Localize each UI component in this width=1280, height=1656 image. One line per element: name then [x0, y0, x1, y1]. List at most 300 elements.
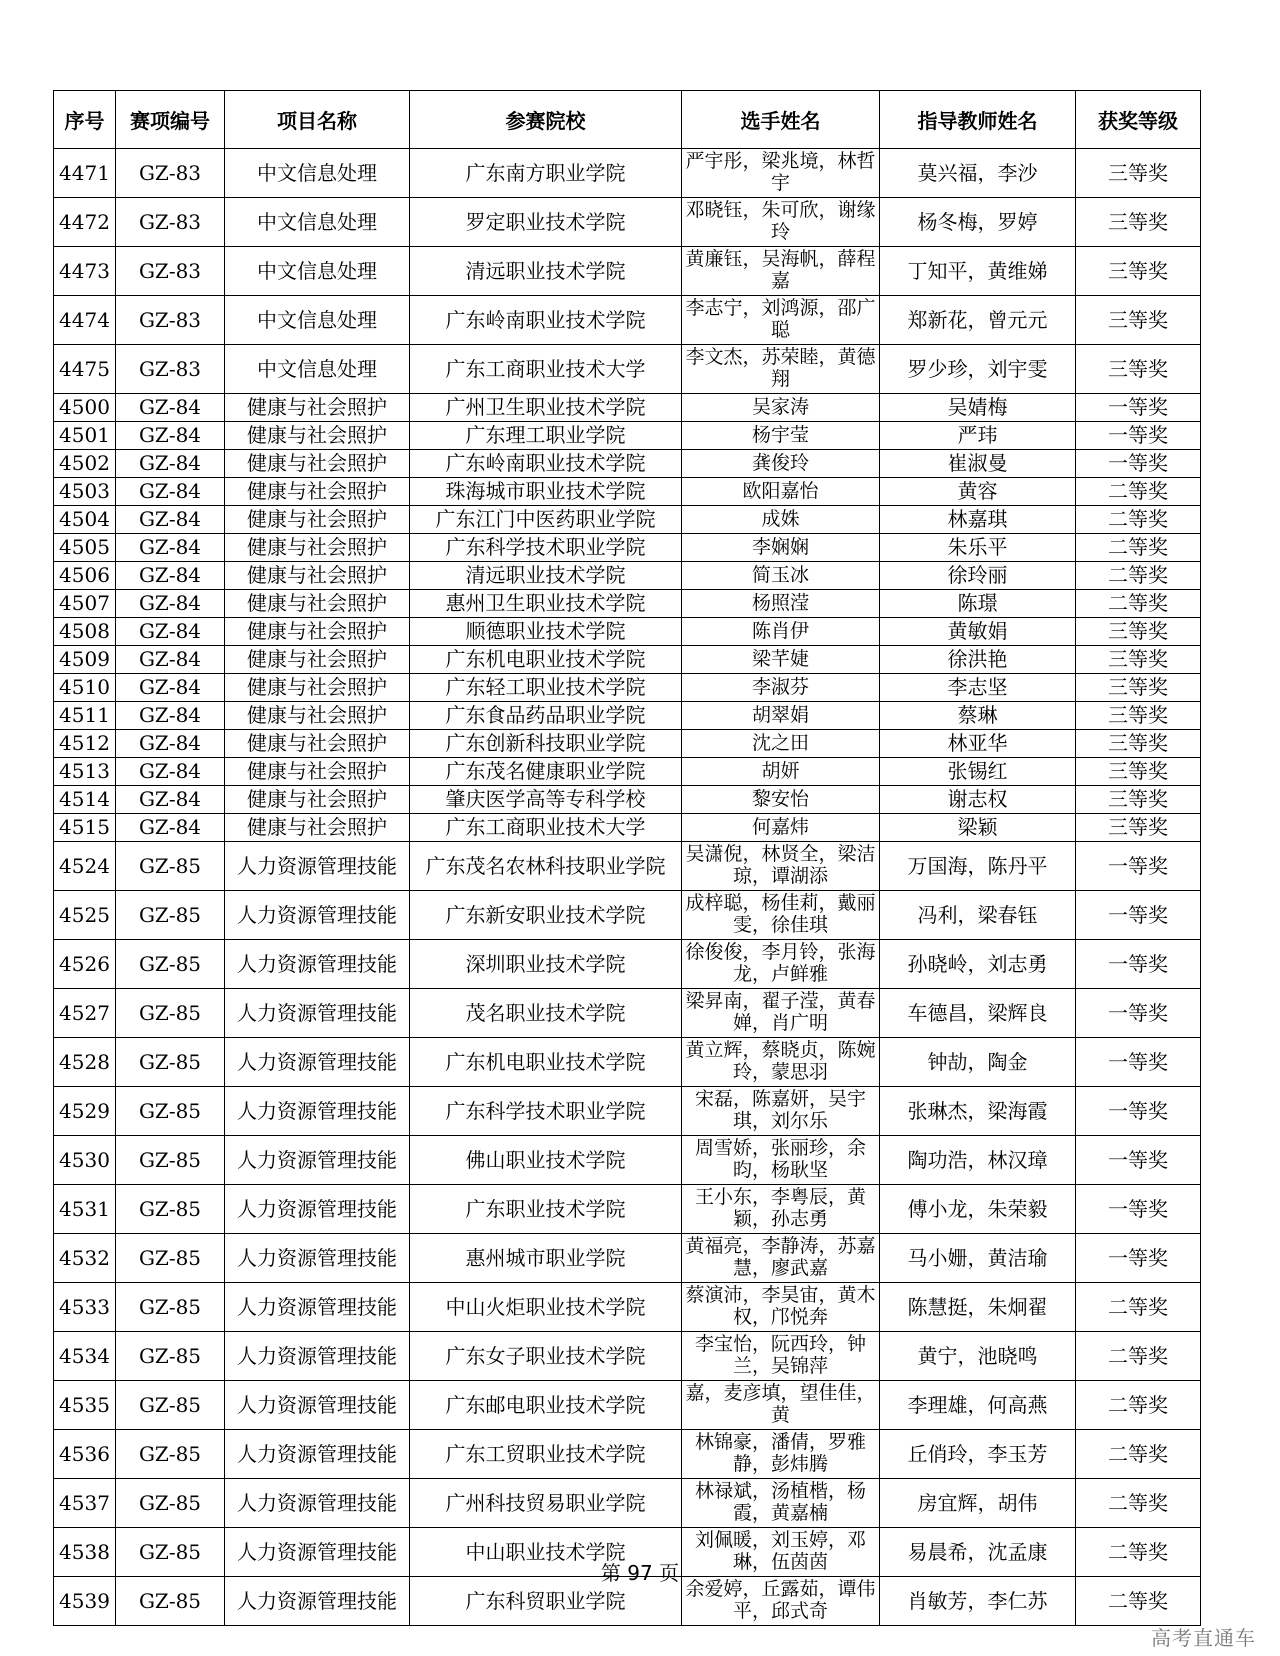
- cell-students: [682, 534, 880, 562]
- table-row: [54, 247, 1201, 296]
- cell-no: 4505: [54, 534, 116, 562]
- cell-code: GZ-84: [116, 506, 225, 534]
- cell-award: 一等奖: [1076, 450, 1201, 478]
- cell-project: 人力资源管理技能: [225, 1577, 410, 1626]
- cell-code: GZ-83: [116, 345, 225, 394]
- cell-school: 广东科学技术职业学院: [410, 1087, 682, 1136]
- students-text: 黄立辉，蔡晓贞，陈婉玲，蒙思羽: [685, 1039, 876, 1083]
- cell-award: 一等奖: [1076, 1234, 1201, 1283]
- cell-award: 二等奖: [1076, 478, 1201, 506]
- cell-award: 二等奖: [1076, 1577, 1201, 1626]
- cell-code: GZ-85: [116, 1430, 225, 1479]
- cell-students: [682, 562, 880, 590]
- cell-no: 4531: [54, 1185, 116, 1234]
- cell-school: 广东创新科技职业学院: [410, 730, 682, 758]
- cell-no: 4535: [54, 1381, 116, 1430]
- cell-no: 4537: [54, 1479, 116, 1528]
- cell-teachers: 徐玲丽: [880, 562, 1076, 590]
- cell-no: 4504: [54, 506, 116, 534]
- cell-students: [682, 198, 880, 247]
- table-row: [54, 534, 1201, 562]
- cell-code: GZ-84: [116, 786, 225, 814]
- students-text: 李淑芬: [751, 676, 809, 698]
- header-award: 获奖等级: [1076, 91, 1201, 149]
- cell-students: [682, 394, 880, 422]
- cell-award: 一等奖: [1076, 394, 1201, 422]
- students-text: 杨宇莹: [751, 424, 809, 446]
- students-text: 王小东，李粤辰，黄颖，孙志勇: [694, 1186, 866, 1230]
- students-text: 黄福亮，李静涛，苏嘉慧，廖武嘉: [685, 1235, 876, 1279]
- cell-award: 三等奖: [1076, 730, 1201, 758]
- cell-code: GZ-85: [116, 1185, 225, 1234]
- cell-students: [682, 506, 880, 534]
- cell-school: 广东茂名健康职业学院: [410, 758, 682, 786]
- cell-no: 4534: [54, 1332, 116, 1381]
- cell-no: 4501: [54, 422, 116, 450]
- cell-school: 深圳职业技术学院: [410, 940, 682, 989]
- students-text: 龚俊玲: [751, 452, 809, 474]
- table-row: [54, 758, 1201, 786]
- cell-teachers: 吴婧梅: [880, 394, 1076, 422]
- cell-students: [682, 1136, 880, 1185]
- table-row: [54, 590, 1201, 618]
- cell-project: 健康与社会照护: [225, 534, 410, 562]
- cell-students: [682, 758, 880, 786]
- cell-project: 人力资源管理技能: [225, 1136, 410, 1185]
- cell-teachers: 丁知平，黄维娣: [880, 247, 1076, 296]
- cell-teachers: 杨冬梅，罗婷: [880, 198, 1076, 247]
- table-row: [54, 1332, 1201, 1381]
- cell-teachers: 朱乐平: [880, 534, 1076, 562]
- cell-teachers: 马小姗，黄洁瑜: [880, 1234, 1076, 1283]
- cell-teachers: 陈慧挺，朱炯翟: [880, 1283, 1076, 1332]
- awards-table: [53, 90, 1201, 1626]
- cell-award: 二等奖: [1076, 590, 1201, 618]
- cell-project: 人力资源管理技能: [225, 1528, 410, 1577]
- cell-no: 4528: [54, 1038, 116, 1087]
- cell-students: [682, 1381, 880, 1430]
- cell-students: [682, 1430, 880, 1479]
- table-row: [54, 506, 1201, 534]
- table-row: [54, 940, 1201, 989]
- cell-teachers: 梁颖: [880, 814, 1076, 842]
- cell-students: [682, 940, 880, 989]
- cell-no: 4533: [54, 1283, 116, 1332]
- table-row: [54, 842, 1201, 891]
- page-number: 第 97 页: [600, 1561, 680, 1585]
- cell-students: [682, 989, 880, 1038]
- cell-no: 4524: [54, 842, 116, 891]
- cell-award: 一等奖: [1076, 940, 1201, 989]
- table-row: [54, 562, 1201, 590]
- cell-teachers: 张琳杰，梁海霞: [880, 1087, 1076, 1136]
- cell-school: 珠海城市职业技术学院: [410, 478, 682, 506]
- cell-teachers: 钟劼，陶金: [880, 1038, 1076, 1087]
- cell-no: 4538: [54, 1528, 116, 1577]
- cell-code: GZ-85: [116, 1332, 225, 1381]
- cell-code: GZ-84: [116, 450, 225, 478]
- cell-project: 人力资源管理技能: [225, 989, 410, 1038]
- cell-school: 清远职业技术学院: [410, 247, 682, 296]
- cell-teachers: 崔淑曼: [880, 450, 1076, 478]
- cell-code: GZ-83: [116, 198, 225, 247]
- cell-project: 中文信息处理: [225, 198, 410, 247]
- cell-award: 三等奖: [1076, 247, 1201, 296]
- cell-students: [682, 1283, 880, 1332]
- cell-school: 惠州城市职业学院: [410, 1234, 682, 1283]
- cell-school: 广东轻工职业技术学院: [410, 674, 682, 702]
- cell-no: 4507: [54, 590, 116, 618]
- cell-code: GZ-84: [116, 394, 225, 422]
- cell-project: 中文信息处理: [225, 296, 410, 345]
- students-text: 成梓聪，杨佳莉，戴丽雯，徐佳琪: [685, 892, 876, 936]
- students-text: 林锦豪，潘倩，罗雅静，彭炜腾: [694, 1431, 866, 1475]
- cell-no: 4506: [54, 562, 116, 590]
- cell-award: 二等奖: [1076, 1332, 1201, 1381]
- cell-teachers: 孙晓岭，刘志勇: [880, 940, 1076, 989]
- cell-school: 中山火炬职业技术学院: [410, 1283, 682, 1332]
- cell-project: 健康与社会照护: [225, 814, 410, 842]
- cell-code: GZ-84: [116, 478, 225, 506]
- cell-students: [682, 674, 880, 702]
- header-row: [54, 91, 1201, 149]
- cell-teachers: 李理雄，何高燕: [880, 1381, 1076, 1430]
- cell-project: 人力资源管理技能: [225, 1283, 410, 1332]
- cell-project: 健康与社会照护: [225, 562, 410, 590]
- students-text: 梁芊婕: [751, 648, 809, 670]
- cell-no: 4529: [54, 1087, 116, 1136]
- cell-no: 4527: [54, 989, 116, 1038]
- cell-no: 4508: [54, 618, 116, 646]
- table-row: [54, 450, 1201, 478]
- cell-award: 三等奖: [1076, 646, 1201, 674]
- cell-teachers: 万国海，陈丹平: [880, 842, 1076, 891]
- students-text: 周雪娇，张丽珍，余昀，杨耿坚: [694, 1137, 866, 1181]
- table-row: [54, 1381, 1201, 1430]
- students-text: 林禄斌，汤植楷，杨霞，黄嘉楠: [694, 1480, 866, 1524]
- cell-teachers: 黄容: [880, 478, 1076, 506]
- students-text: 李娴娴: [751, 536, 809, 558]
- cell-teachers: 丘俏玲，李玉芳: [880, 1430, 1076, 1479]
- cell-code: GZ-85: [116, 1577, 225, 1626]
- table-row: [54, 422, 1201, 450]
- header-project: 项目名称: [225, 91, 410, 149]
- cell-project: 健康与社会照护: [225, 478, 410, 506]
- cell-award: 一等奖: [1076, 1185, 1201, 1234]
- table-row: [54, 198, 1201, 247]
- cell-no: 4515: [54, 814, 116, 842]
- cell-students: [682, 1234, 880, 1283]
- cell-no: 4471: [54, 149, 116, 198]
- cell-school: 惠州卫生职业技术学院: [410, 590, 682, 618]
- cell-award: 一等奖: [1076, 842, 1201, 891]
- watermark: 高考直通车: [1151, 1626, 1256, 1650]
- cell-code: GZ-85: [116, 1136, 225, 1185]
- cell-project: 健康与社会照护: [225, 394, 410, 422]
- cell-students: [682, 891, 880, 940]
- cell-award: 一等奖: [1076, 1136, 1201, 1185]
- students-text: 刘佩暖，刘玉婷，邓琳，伍茵茵: [694, 1529, 866, 1573]
- header-students: 选手姓名: [682, 91, 880, 149]
- cell-no: 4536: [54, 1430, 116, 1479]
- cell-school: 广东工贸职业技术学院: [410, 1430, 682, 1479]
- cell-teachers: 肖敏芳，李仁苏: [880, 1577, 1076, 1626]
- cell-teachers: 易晨希，沈孟康: [880, 1528, 1076, 1577]
- cell-code: GZ-85: [116, 1528, 225, 1577]
- cell-project: 人力资源管理技能: [225, 1332, 410, 1381]
- cell-award: 二等奖: [1076, 1528, 1201, 1577]
- cell-no: 4502: [54, 450, 116, 478]
- table-row: [54, 891, 1201, 940]
- cell-code: GZ-84: [116, 590, 225, 618]
- cell-school: 罗定职业技术学院: [410, 198, 682, 247]
- table-row: [54, 618, 1201, 646]
- cell-no: 4500: [54, 394, 116, 422]
- table-row: [54, 149, 1201, 198]
- cell-teachers: 傅小龙，朱荣毅: [880, 1185, 1076, 1234]
- cell-school: 广东岭南职业技术学院: [410, 296, 682, 345]
- cell-award: 一等奖: [1076, 1038, 1201, 1087]
- cell-students: [682, 842, 880, 891]
- cell-award: 三等奖: [1076, 198, 1201, 247]
- header-school: 参赛院校: [410, 91, 682, 149]
- students-text: 吴家涛: [751, 396, 809, 418]
- cell-school: 广东岭南职业技术学院: [410, 450, 682, 478]
- table-row: [54, 1087, 1201, 1136]
- cell-project: 中文信息处理: [225, 345, 410, 394]
- cell-school: 广州科技贸易职业学院: [410, 1479, 682, 1528]
- cell-code: GZ-85: [116, 989, 225, 1038]
- cell-students: [682, 149, 880, 198]
- students-text: 宋磊，陈嘉妍，吴宇琪，刘尔乐: [694, 1088, 866, 1132]
- cell-project: 人力资源管理技能: [225, 1234, 410, 1283]
- students-text: 简玉冰: [751, 564, 809, 586]
- cell-project: 中文信息处理: [225, 247, 410, 296]
- cell-project: 健康与社会照护: [225, 646, 410, 674]
- cell-award: 二等奖: [1076, 506, 1201, 534]
- students-text: 杨照滢: [751, 592, 809, 614]
- cell-project: 人力资源管理技能: [225, 1430, 410, 1479]
- cell-students: [682, 296, 880, 345]
- cell-code: GZ-85: [116, 1038, 225, 1087]
- cell-project: 人力资源管理技能: [225, 940, 410, 989]
- cell-award: 三等奖: [1076, 345, 1201, 394]
- cell-teachers: 李志坚: [880, 674, 1076, 702]
- cell-code: GZ-85: [116, 1087, 225, 1136]
- cell-school: 广东机电职业技术学院: [410, 646, 682, 674]
- cell-project: 人力资源管理技能: [225, 891, 410, 940]
- cell-project: 健康与社会照护: [225, 786, 410, 814]
- cell-award: 二等奖: [1076, 562, 1201, 590]
- cell-award: 三等奖: [1076, 702, 1201, 730]
- table-row: [54, 1430, 1201, 1479]
- students-text: 黎安怡: [751, 788, 809, 810]
- cell-project: 健康与社会照护: [225, 702, 410, 730]
- cell-school: 广东江门中医药职业学院: [410, 506, 682, 534]
- cell-teachers: 陈璟: [880, 590, 1076, 618]
- cell-code: GZ-84: [116, 422, 225, 450]
- cell-school: 茂名职业技术学院: [410, 989, 682, 1038]
- cell-project: 健康与社会照护: [225, 422, 410, 450]
- cell-project: 健康与社会照护: [225, 730, 410, 758]
- cell-school: 清远职业技术学院: [410, 562, 682, 590]
- cell-award: 一等奖: [1076, 1087, 1201, 1136]
- cell-students: [682, 1479, 880, 1528]
- cell-project: 人力资源管理技能: [225, 1087, 410, 1136]
- cell-students: [682, 786, 880, 814]
- cell-teachers: 严玮: [880, 422, 1076, 450]
- cell-award: 三等奖: [1076, 674, 1201, 702]
- cell-school: 广东茂名农林科技职业学院: [410, 842, 682, 891]
- cell-school: 广东机电职业技术学院: [410, 1038, 682, 1087]
- table-row: [54, 296, 1201, 345]
- table-row: [54, 345, 1201, 394]
- cell-code: GZ-84: [116, 730, 225, 758]
- cell-school: 广东新安职业技术学院: [410, 891, 682, 940]
- cell-code: GZ-85: [116, 891, 225, 940]
- cell-award: 三等奖: [1076, 814, 1201, 842]
- cell-project: 健康与社会照护: [225, 450, 410, 478]
- cell-school: 广东科学技术职业学院: [410, 534, 682, 562]
- cell-project: 人力资源管理技能: [225, 1185, 410, 1234]
- cell-code: GZ-85: [116, 1381, 225, 1430]
- cell-project: 健康与社会照护: [225, 618, 410, 646]
- cell-project: 人力资源管理技能: [225, 1479, 410, 1528]
- table-row: [54, 674, 1201, 702]
- table-row: [54, 478, 1201, 506]
- students-text: 何嘉炜: [751, 816, 809, 838]
- cell-school: 广东职业技术学院: [410, 1185, 682, 1234]
- students-text: 李文杰，苏荣睦，黄德翔: [685, 346, 876, 390]
- cell-no: 4526: [54, 940, 116, 989]
- cell-teachers: 张锡红: [880, 758, 1076, 786]
- cell-no: 4473: [54, 247, 116, 296]
- cell-code: GZ-84: [116, 758, 225, 786]
- cell-code: GZ-83: [116, 247, 225, 296]
- cell-award: 二等奖: [1076, 1479, 1201, 1528]
- cell-award: 二等奖: [1076, 534, 1201, 562]
- cell-teachers: 林嘉琪: [880, 506, 1076, 534]
- cell-award: 三等奖: [1076, 618, 1201, 646]
- cell-students: [682, 1087, 880, 1136]
- cell-code: GZ-85: [116, 842, 225, 891]
- cell-teachers: 莫兴福，李沙: [880, 149, 1076, 198]
- students-text: 成姝: [761, 508, 800, 530]
- cell-school: 广东科贸职业学院: [410, 1577, 682, 1626]
- students-text: 胡妍: [761, 760, 800, 782]
- cell-teachers: 车德昌，梁辉良: [880, 989, 1076, 1038]
- cell-students: [682, 247, 880, 296]
- cell-award: 一等奖: [1076, 422, 1201, 450]
- cell-teachers: 谢志权: [880, 786, 1076, 814]
- table-row: [54, 646, 1201, 674]
- cell-code: GZ-84: [116, 534, 225, 562]
- students-text: 胡翠娟: [751, 704, 809, 726]
- cell-project: 人力资源管理技能: [225, 1381, 410, 1430]
- students-text: 吴潇倪，林贤全，梁洁琼，谭湖添: [685, 843, 876, 887]
- cell-students: [682, 1332, 880, 1381]
- cell-students: [682, 450, 880, 478]
- table-row: [54, 1038, 1201, 1087]
- students-text: 严宇彤，梁兆境，林哲宇: [685, 150, 876, 194]
- cell-no: 4539: [54, 1577, 116, 1626]
- cell-teachers: 郑新花，曾元元: [880, 296, 1076, 345]
- cell-no: 4503: [54, 478, 116, 506]
- cell-project: 健康与社会照护: [225, 506, 410, 534]
- cell-school: 广东工商职业技术大学: [410, 814, 682, 842]
- cell-students: [682, 1038, 880, 1087]
- table-row: [54, 1136, 1201, 1185]
- cell-no: 4532: [54, 1234, 116, 1283]
- table-row: [54, 394, 1201, 422]
- cell-project: 人力资源管理技能: [225, 1038, 410, 1087]
- table-row: [54, 1283, 1201, 1332]
- cell-code: GZ-84: [116, 674, 225, 702]
- cell-school: 中山职业技术学院: [410, 1528, 682, 1577]
- cell-students: [682, 730, 880, 758]
- cell-school: 广东理工职业学院: [410, 422, 682, 450]
- cell-project: 人力资源管理技能: [225, 842, 410, 891]
- cell-students: [682, 646, 880, 674]
- cell-no: 4512: [54, 730, 116, 758]
- cell-school: 顺德职业技术学院: [410, 618, 682, 646]
- cell-no: 4474: [54, 296, 116, 345]
- students-text: 李宝怡，阮西玲，钟兰，吴锦萍: [694, 1333, 866, 1377]
- cell-students: [682, 478, 880, 506]
- cell-students: [682, 345, 880, 394]
- students-text: 嘉，麦彦填，望佳佳，黄: [685, 1382, 876, 1426]
- cell-teachers: 黄宁，池晓鸣: [880, 1332, 1076, 1381]
- cell-no: 4509: [54, 646, 116, 674]
- cell-code: GZ-84: [116, 702, 225, 730]
- students-text: 梁昇南，翟子滢，黄春婵，肖广明: [685, 990, 876, 1034]
- cell-no: 4511: [54, 702, 116, 730]
- cell-school: 广东南方职业学院: [410, 149, 682, 198]
- table-row: [54, 730, 1201, 758]
- cell-no: 4510: [54, 674, 116, 702]
- cell-project: 中文信息处理: [225, 149, 410, 198]
- cell-no: 4525: [54, 891, 116, 940]
- cell-students: [682, 590, 880, 618]
- cell-award: 一等奖: [1076, 989, 1201, 1038]
- table-row: [54, 989, 1201, 1038]
- cell-teachers: 房宜辉，胡伟: [880, 1479, 1076, 1528]
- cell-award: 三等奖: [1076, 786, 1201, 814]
- cell-school: 广东食品药品职业学院: [410, 702, 682, 730]
- cell-no: 4514: [54, 786, 116, 814]
- cell-school: 广东女子职业技术学院: [410, 1332, 682, 1381]
- cell-code: GZ-84: [116, 646, 225, 674]
- cell-code: GZ-84: [116, 562, 225, 590]
- cell-teachers: 黄敏娟: [880, 618, 1076, 646]
- cell-no: 4530: [54, 1136, 116, 1185]
- cell-students: [682, 702, 880, 730]
- cell-code: GZ-83: [116, 296, 225, 345]
- cell-award: 三等奖: [1076, 296, 1201, 345]
- students-text: 沈之田: [751, 732, 809, 754]
- cell-code: GZ-84: [116, 814, 225, 842]
- cell-award: 三等奖: [1076, 149, 1201, 198]
- cell-code: GZ-85: [116, 940, 225, 989]
- table-row: [54, 1234, 1201, 1283]
- cell-students: [682, 422, 880, 450]
- cell-teachers: 林亚华: [880, 730, 1076, 758]
- cell-teachers: 徐洪艳: [880, 646, 1076, 674]
- cell-school: 广东工商职业技术大学: [410, 345, 682, 394]
- header-code: 赛项编号: [116, 91, 225, 149]
- cell-code: GZ-84: [116, 618, 225, 646]
- cell-teachers: 罗少珍，刘宇雯: [880, 345, 1076, 394]
